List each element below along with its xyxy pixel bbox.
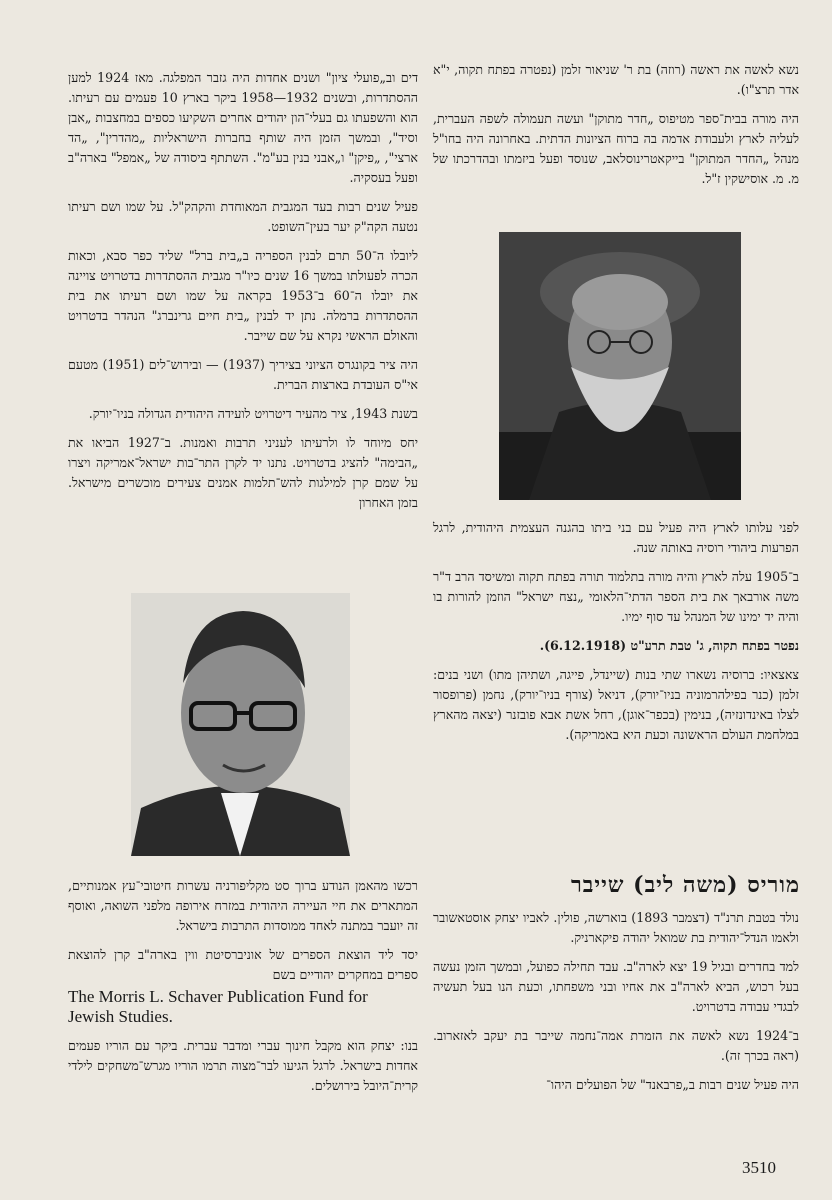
paragraph: יחס מיוחד לו ולרעיתו לעניני תרבות ואמנות. ב־1927 הביאו את „הבימה" להציג בדטרויט. נתנו יד לקרן התר־בות ישראל־אמריקה ויצרו על שמם קרן למילגות להש־תלמות אמנים צעירים מוכשרים מישראל. בזמן האחרון: [68, 435, 418, 510]
paragraph: נולד בטבת תרנ"ד (דצמבר 1893) בוארשה, פולין. לאביו יצחק אוסטאשובר ולאמו הנדל־יהודית בת שמואל יהודה פיקארניק.: [433, 910, 799, 945]
left-column-bottom: [68, 876, 418, 1105]
paragraph: לפני עלותו לארץ היה פעיל עם בני ביתו בהגנה העצמית היהודית, לרגל הפרעות ביהודי רוסיה באותה שנה.: [433, 520, 799, 555]
right-column-bottom: [433, 908, 799, 1104]
paragraph: פעיל שנים רבות בעד המגבית המאוחדת והקהק"ל. על שמו ושם רעיתו נטעה הקה"ק יער בעין־השופט.: [68, 199, 418, 234]
paragraph: רכשו מהאמן הנודע ברוך סט מקליפורניה עשרות חיטובי־עץ אמנותיים, המתארים את חיי העיירה היהודית במזרח אירופה מלפני השואה, ואוסף זה יועבר במתנה לאחד ממוסדות התרבות בישראל.: [68, 878, 418, 933]
paragraph: בנו: יצחק הוא מקבל חינוך עברי ומדבר עברית. ביקר עם הוריו פעמים אחדות בישראל. לרגל הגיעו לבר־מצוה תרמו הוריו מגרש־משחקים לילדי קרית־היובל בירושלים.: [68, 1038, 418, 1093]
paragraph: בשנת 1943, ציר מהעיר דיטרויט לועידה היהודית הגדולה בניו־יורק.: [88, 406, 418, 421]
paragraph: ב־1924 נשא לאשה את הזמרת אמה־נחמה שייבר בת יעקב לאזארוב. (ראה בכרך זה).: [433, 1028, 799, 1063]
paragraph: צאצאיו: ברוסיה נשארו שתי בנות (שיינדל, פייגה, ושתיהן מתו) ושני בנים: זלמן (כנר בפילהרמוניה בניו־יורק), דניאל (צורף בניו־יורק), נחמן (פרופסור לצלו באינדונזיה), בנימין (בכפר־אוגן), רחל אשת אבא פובזנר (יצאה מהארץ במלחמת העולם הראשונה וכעת היא באמריקה).: [433, 667, 799, 742]
portrait-photo-bearded-man: [499, 232, 741, 500]
paragraph: דים וב„פועלי ציון" ושנים אחדות היה גזבר המפלגה. מאז 1924 למען ההסתדרות, ובשנים 1932—1958 ביקר בארץ 10 פעמים עם רעיתו. הוא והשפעתו גם בעלי־הון יהודים אחרים השקיעו כספים במחצבות „אבן וסיד", ובמשך הזמן היה שותף בחברות הישראליות „מהדרין", „הד ארצי", „פיקן" ו„אבני בנין בע"מ". השתתף ביסודה של „אמפל" בארה"ב ופעל בעסקיה.: [68, 70, 419, 185]
paragraph: ליובלו ה־50 תרם לבנין הספריה ב„בית ברל" שליד כפר סבא, וכאות הכרה לפעולתו במשך 16 שנים כיו"ר מגבית ההסתדרות בדטרויט צויינה את יובלו ה־60 ב־1953 בקראה על שמו ושם רעיתו את בית ההסתדרות ברמלה. נתן יד לבנין „בית חיים גרינברג" הנהדר בדטרויט והאולם הראשי נקרא על שם שייבר.: [68, 248, 418, 343]
paragraph: היה פעיל שנים רבות ב„פרבאנד" של הפועלים היהו־: [546, 1077, 799, 1092]
paragraph: נשא לאשה את ראשה (רוזה) בת ר' שניאור זלמן (נפטרה בפתח תקוה, י"א אדר תרצ"ו).: [433, 62, 799, 97]
paragraph: יסד ליד הוצאת הספרים של אוניברסיטת ווין בארה"ב קרן להוצאת ספרים במחקרים יהודיים בשם: [68, 947, 418, 982]
fund-name-english: The Morris L. Schaver Publication Fund for Jewish Studies.: [68, 987, 368, 1026]
left-column-top: [68, 68, 418, 522]
paragraph: היה מורה בבית־ספר מטיפוס „חדר מתוקן" ועשה תעמולה לשפה העברית, לעליה לארץ ולעבודת אדמה בה ברוח הציונות הדתית. באחרונה היה בחו"ל מנהל „החדר המתוקן" בייקאטרינוסלאב, שנוסד ופעל ביזמתו ובהדרכתו של מ. מ. אוסישקין ז"ל.: [433, 111, 799, 186]
portrait-photo-man-with-glasses: [131, 593, 350, 856]
paragraph: נפטר בפתח תקוה, ג' טבת תרע"ט (6.12.1918).: [539, 638, 799, 653]
right-column-middle: [433, 518, 799, 754]
entry-heading: מוריס (משה ליב) שייבר: [570, 872, 800, 898]
paragraph: היה ציר בקונגרס הציוני בציריך (1937) — ובירוש־לים (1951) מטעם אי"ס העובדת בארצות הברית.: [68, 357, 418, 392]
paragraph: למד בחדרים ובגיל 19 יצא לארה"ב. עבד תחילה כפועל, ובמשך הזמן נעשה בעל רכוש, הביא לארה"ב את אחיו ובני משפחתו, וכעת הנו בעל תעשיה לבגדי עבודה בדטרויט.: [433, 959, 799, 1014]
right-column-top: [433, 60, 799, 198]
page-number: 3510: [742, 1158, 776, 1177]
paragraph: ב־1905 עלה לארץ והיה מורה בתלמוד תורה בפתח תקוה ומשיסד הרב ד"ר משה אורבאך את בית הספר הדתי־הלאומי „נצח ישראל" הוזמן להורות בו והיה יד ימינו של המנהל עד סוף ימיו.: [433, 569, 799, 624]
